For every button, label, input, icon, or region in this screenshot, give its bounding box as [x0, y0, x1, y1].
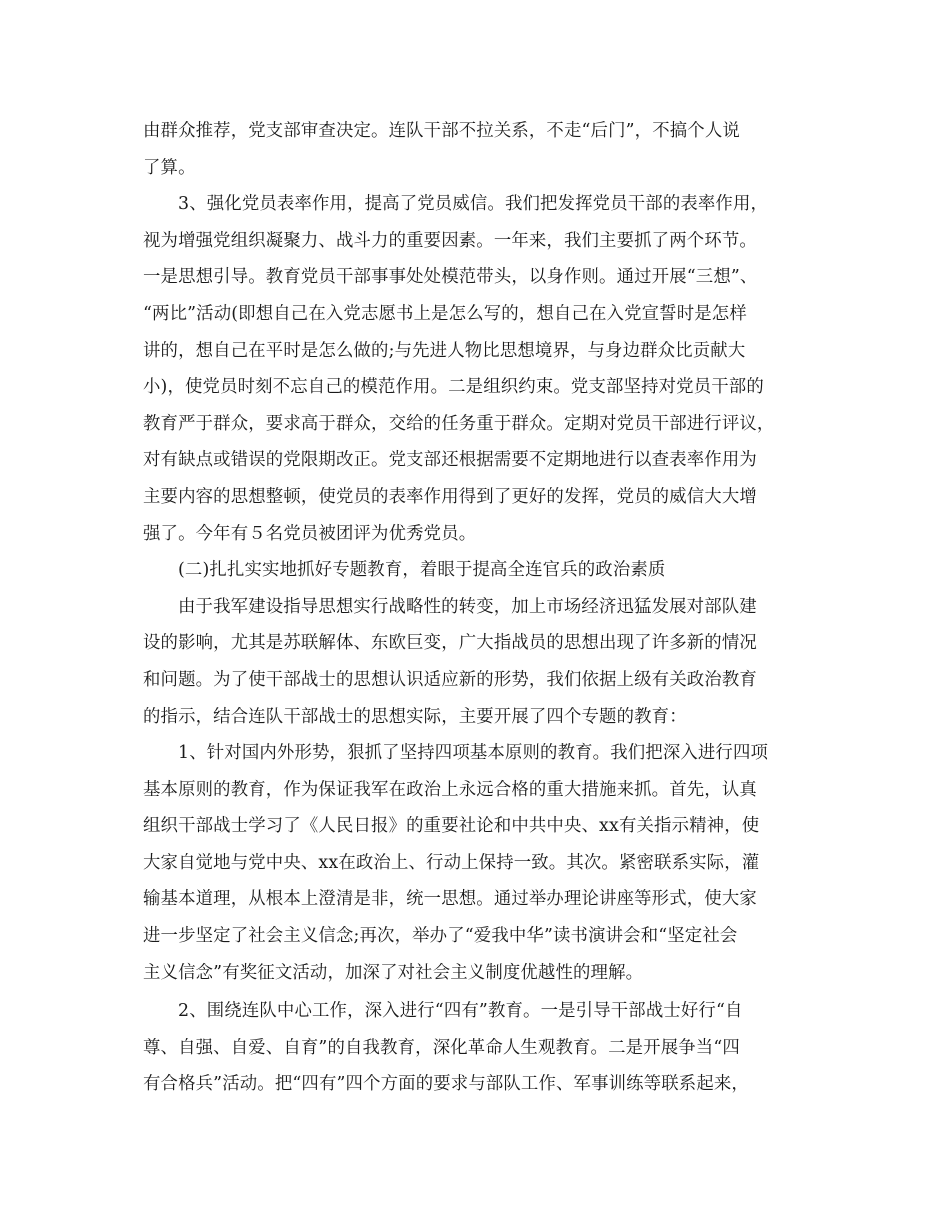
text-line: 视为增强党组织凝聚力、战斗力的重要因素。一年来，我们主要抓了两个环节。	[143, 230, 757, 251]
text-line: 有合格兵”活动。把“四有”四个方面的要求与部队工作、军事训练等联系起来，	[143, 1074, 749, 1095]
text-line: 讲的，想自己在平时是怎么做的;与先进人物比思想境界，与身边群众比贡献大	[143, 340, 746, 361]
text-line: 对有缺点或错误的党限期改正。党支部还根据需要不定期地进行以查表率作用为	[143, 450, 757, 471]
text-line: 的指示，结合连队干部战士的思想实际，主要开展了四个专题的教育：	[143, 706, 687, 727]
text-line: 基本原则的教育，作为保证我军在政治上永远合格的重大措施来抓。首先，认真	[143, 779, 757, 800]
text-line: 一是思想引导。教育党员干部事事处处模范带头，以身作则。通过开展“三想”、	[143, 267, 758, 288]
text-line: 大家自觉地与党中央、xx在政治上、行动上保持一致。其次。紧密联系实际，灌	[143, 852, 760, 873]
section-heading: (二)扎扎实实地抓好专题教育，着眼于提高全连官兵的政治素质	[178, 560, 666, 581]
text-line: 输基本道理，从根本上澄清是非，统一思想。通过举办理论讲座等形式，使大家	[143, 889, 757, 910]
text-line: 设的影响，尤其是苏联解体、东欧巨变，广大指战员的思想出现了许多新的情况	[143, 633, 757, 654]
text-line: 小)，使党员时刻不忘自己的模范作用。二是组织约束。党支部坚持对党员干部的	[143, 377, 764, 398]
paragraph-start-line: 2、围绕连队中心工作，深入进行“四有”教育。一是引导干部战士好行“自	[178, 1001, 743, 1022]
text-line: 主要内容的思想整顿，使党员的表率作用得到了更好的发挥，党员的威信大大增	[143, 486, 757, 507]
document-body	[143, 113, 809, 1103]
paragraph-start-line: 由于我军建设指导思想实行战略性的转变，加上市场经济迅猛发展对部队建	[178, 596, 757, 617]
text-line: 强了。今年有５名党员被团评为优秀党员。	[143, 523, 477, 544]
text-line: “两比”活动(即想自己在入党志愿书上是怎么写的，想自己在入党宣誓时是怎样	[143, 303, 747, 324]
text-line: 了算。	[143, 157, 196, 178]
text-line: 和问题。为了使干部战士的思想认识适应新的形势，我们依据上级有关政治教育	[143, 669, 757, 690]
text-line: 由群众推荐，党支部审查决定。连队干部不拉关系，不走“后门”，不搞个人说	[143, 121, 740, 141]
paragraph-start-line: 3、强化党员表率作用，提高了党员威信。我们把发挥党员干部的表率作用，	[178, 194, 769, 215]
paragraph-start-line: 1、针对国内外形势，狠抓了坚持四项基本原则的教育。我们把深入进行四项	[178, 743, 769, 764]
text-line: 组织干部战士学习了《人民日报》的重要社论和中共中央、xx有关指示精神，使	[143, 816, 760, 837]
text-line: 尊、自强、自爱、自育”的自我教育，深化革命人生观教育。二是开展争当“四	[143, 1037, 740, 1058]
text-line: 教育严于群众，要求高于群众，交给的任务重于群众。定期对党员干部进行评议，	[143, 413, 775, 434]
text-line: 进一步坚定了社会主义信念;再次，举办了“爱我中华”读书演讲会和“坚定社会	[143, 926, 738, 947]
text-line: 主义信念”有奖征文活动，加深了对社会主义制度优越性的理解。	[143, 962, 644, 983]
